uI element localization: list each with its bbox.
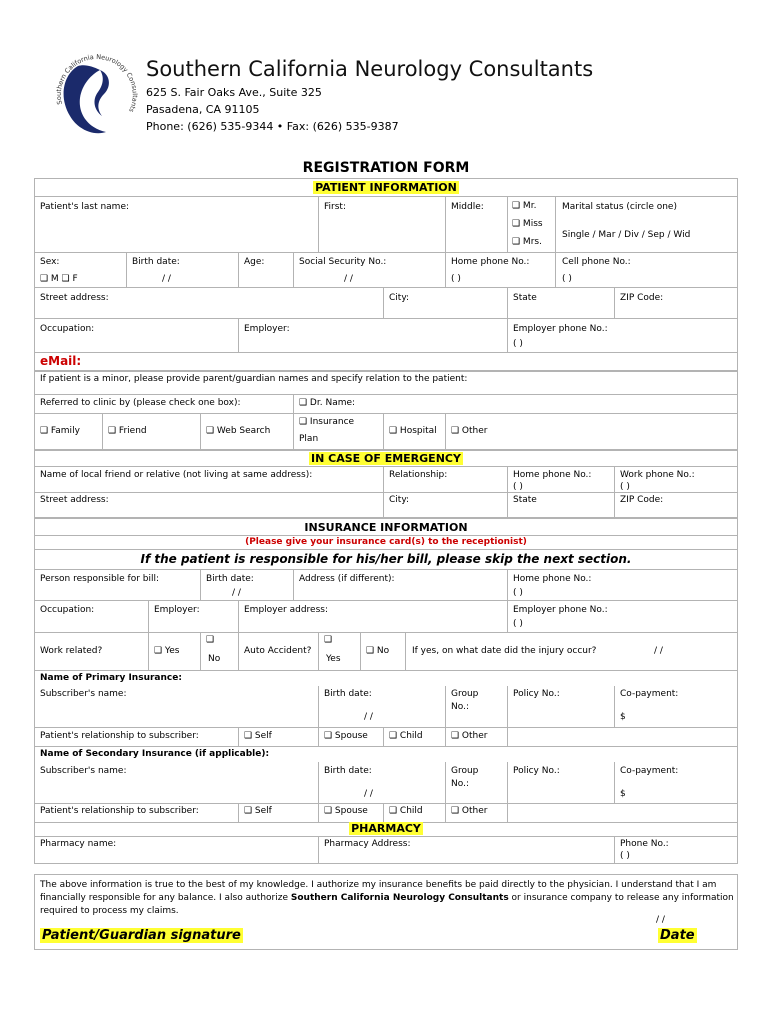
referral-friend-checkbox[interactable]: ❑ Friend	[108, 426, 147, 436]
referral-web-checkbox[interactable]: ❑ Web Search	[206, 426, 271, 436]
referral-dr-checkbox[interactable]: ❑ Dr. Name:	[299, 398, 356, 408]
referral-family-checkbox[interactable]: ❑ Family	[40, 426, 80, 436]
responsible-employer-phone-field[interactable]: Employer phone No.:	[513, 605, 608, 615]
emergency-state-field[interactable]: State	[513, 495, 537, 505]
auto-accident-yes-label: Yes	[326, 654, 341, 664]
referral-insurance-checkbox[interactable]: ❑ Insurance	[299, 417, 355, 427]
secondary-subscriber-field[interactable]: Subscriber's name:	[40, 766, 127, 776]
signature-date-field[interactable]	[658, 928, 697, 944]
referral-other-checkbox[interactable]: ❑ Other	[451, 426, 488, 436]
emergency-work-phone-field[interactable]: Work phone No.:	[620, 470, 695, 480]
responsible-person-field[interactable]: Person responsible for bill:	[40, 574, 160, 584]
signature-date-label: Date	[660, 928, 695, 943]
pharmacy-name-field[interactable]: Pharmacy name:	[40, 839, 117, 849]
city-field[interactable]: City:	[389, 293, 410, 303]
primary-other-checkbox[interactable]: ❑ Other	[451, 731, 488, 741]
consent-text-2c: or insurance company to release any information	[508, 893, 734, 903]
secondary-birth-date-field[interactable]: Birth date:	[324, 766, 372, 776]
pharmacy-phone-field[interactable]: Phone No.:	[620, 839, 669, 849]
zip-field[interactable]: ZIP Code:	[620, 293, 664, 303]
marital-status-label: Marital status (circle one)	[562, 202, 677, 212]
last-name-field[interactable]: Patient's last name:	[40, 202, 130, 212]
referred-label: Referred to clinic by (please check one box):	[40, 398, 241, 408]
employer-address-field[interactable]: Employer address:	[244, 605, 328, 615]
ssn-field[interactable]: Social Security No.:	[299, 257, 387, 267]
responsible-employer-field[interactable]: Employer:	[154, 605, 200, 615]
patient-info-heading	[34, 181, 738, 194]
secondary-copay-dollar: $	[620, 789, 626, 799]
emergency-work-phone-paren: ( )	[620, 482, 630, 492]
secondary-relationship-label: Patient's relationship to subscriber:	[40, 806, 199, 816]
sex-label: Sex:	[40, 257, 60, 267]
pharmacy-heading	[34, 823, 738, 835]
emergency-label: IN CASE OF EMERGENCY	[311, 452, 461, 465]
primary-birth-date-field[interactable]: Birth date:	[324, 689, 372, 699]
state-field[interactable]: State	[513, 293, 537, 303]
org-name: Southern California Neurology Consultants	[146, 57, 594, 81]
title-mrs-checkbox[interactable]: ❑ Mrs.	[512, 237, 542, 247]
injury-date-field[interactable]: If yes, on what date did the injury occur?	[412, 646, 597, 656]
referral-hospital-checkbox[interactable]: ❑ Hospital	[389, 426, 437, 436]
responsible-address-field[interactable]: Address (if different):	[299, 574, 395, 584]
primary-insurance-label[interactable]: Name of Primary Insurance:	[40, 673, 182, 683]
emergency-zip-field[interactable]: ZIP Code:	[620, 495, 664, 505]
primary-policy-field[interactable]: Policy No.:	[513, 689, 560, 699]
signature-field[interactable]	[40, 928, 243, 944]
emergency-heading	[34, 452, 738, 465]
signature-date-slashes: / /	[656, 915, 665, 925]
svg-text:Southern California Neurology: Southern California Neurology Consultants	[54, 52, 139, 114]
primary-subscriber-field[interactable]: Subscriber's name:	[40, 689, 127, 699]
employer-phone-paren: ( )	[513, 339, 523, 349]
primary-spouse-checkbox[interactable]: ❑ Spouse	[324, 731, 368, 741]
responsible-birth-date-slashes: / /	[232, 588, 241, 598]
work-related-no-label: No	[208, 654, 221, 664]
home-phone-field[interactable]: Home phone No.:	[451, 257, 530, 267]
signature-label: Patient/Guardian signature	[42, 928, 241, 943]
work-related-no-checkbox[interactable]: ❑	[206, 635, 215, 645]
cell-phone-paren: ( )	[562, 274, 572, 284]
work-related-yes-checkbox[interactable]: ❑ Yes	[154, 646, 180, 656]
pharmacy-phone-paren: ( )	[620, 851, 630, 861]
secondary-copay-field[interactable]: Co-payment:	[620, 766, 679, 776]
primary-group-field[interactable]: Group	[451, 689, 479, 699]
birth-date-field[interactable]: Birth date:	[132, 257, 180, 267]
consent-org-name: Southern California Neurology Consultants	[290, 893, 509, 903]
org-phone: Phone: (626) 535-9344 • Fax: (626) 535-9387	[146, 120, 399, 133]
auto-accident-no-checkbox[interactable]: ❑ No	[366, 646, 390, 656]
secondary-group-field[interactable]: Group	[451, 766, 479, 776]
consent-text-2a: financially responsible for any balance. I also authorize	[40, 893, 291, 903]
secondary-spouse-checkbox[interactable]: ❑ Spouse	[324, 806, 368, 816]
primary-group-no: No.:	[451, 702, 469, 712]
pharmacy-address-field[interactable]: Pharmacy Address:	[324, 839, 411, 849]
consent-text-2	[40, 893, 734, 904]
secondary-group-no: No.:	[451, 779, 469, 789]
primary-birth-date-slashes: / /	[364, 712, 373, 722]
street-address-field[interactable]: Street address:	[40, 293, 109, 303]
injury-date-slashes: / /	[654, 646, 663, 656]
org-address-1: 625 S. Fair Oaks Ave., Suite 325	[146, 86, 322, 99]
responsible-employer-phone-paren: ( )	[513, 619, 523, 629]
logo	[48, 44, 140, 138]
age-field[interactable]: Age:	[244, 257, 265, 267]
responsible-occupation-field[interactable]: Occupation:	[40, 605, 95, 615]
primary-copay-field[interactable]: Co-payment:	[620, 689, 679, 699]
org-address-2: Pasadena, CA 91105	[146, 103, 260, 116]
primary-copay-dollar: $	[620, 712, 626, 722]
employer-field[interactable]: Employer:	[244, 324, 290, 334]
responsible-birth-date-field[interactable]: Birth date:	[206, 574, 254, 584]
secondary-child-checkbox[interactable]: ❑ Child	[389, 806, 423, 816]
primary-child-checkbox[interactable]: ❑ Child	[389, 731, 423, 741]
employer-phone-field[interactable]: Employer phone No.:	[513, 324, 608, 334]
primary-relationship-label: Patient's relationship to subscriber:	[40, 731, 199, 741]
ssn-slashes: / /	[344, 274, 353, 284]
patient-info-label: PATIENT INFORMATION	[315, 181, 457, 194]
secondary-other-checkbox[interactable]: ❑ Other	[451, 806, 488, 816]
middle-name-field[interactable]: Middle:	[451, 202, 484, 212]
consent-text-1: The above information is true to the best of my knowledge. I authorize my insurance benefits be paid directly to the physician. I understand that I am	[40, 880, 717, 890]
emergency-relationship-field[interactable]: Relationship:	[389, 470, 448, 480]
birth-date-slashes: / /	[162, 274, 171, 284]
secondary-self-checkbox[interactable]: ❑ Self	[244, 806, 272, 816]
referral-insurance-plan: Plan	[299, 434, 319, 444]
occupation-field[interactable]: Occupation:	[40, 324, 95, 334]
minor-guardian-field[interactable]: If patient is a minor, please provide parent/guardian names and specify relation to the patient:	[40, 374, 468, 384]
responsible-home-phone-paren: ( )	[513, 588, 523, 598]
home-phone-paren: ( )	[451, 274, 461, 284]
secondary-policy-field[interactable]: Policy No.:	[513, 766, 560, 776]
consent-text-3: required to process my claims.	[40, 906, 179, 916]
secondary-insurance-label[interactable]: Name of Secondary Insurance (if applicable):	[40, 749, 270, 759]
marital-status-options[interactable]: Single / Mar / Div / Sep / Wid	[562, 230, 691, 240]
email-field[interactable]: eMail:	[40, 354, 82, 368]
emergency-street-field[interactable]: Street address:	[40, 495, 109, 505]
form-title: REGISTRATION FORM	[302, 160, 470, 176]
work-related-label: Work related?	[40, 646, 103, 656]
auto-accident-yes-checkbox[interactable]: ❑	[324, 635, 333, 645]
responsible-home-phone-field[interactable]: Home phone No.:	[513, 574, 592, 584]
sex-checkboxes[interactable]: ❑ M ❑ F	[40, 274, 78, 284]
pharmacy-label: PHARMACY	[351, 822, 421, 835]
secondary-birth-date-slashes: / /	[364, 789, 373, 799]
emergency-home-phone-field[interactable]: Home phone No.:	[513, 470, 592, 480]
emergency-name-field[interactable]: Name of local friend or relative (not living at same address):	[40, 470, 313, 480]
emergency-city-field[interactable]: City:	[389, 495, 410, 505]
title-miss-checkbox[interactable]: ❑ Miss	[512, 219, 543, 229]
first-name-field[interactable]: First:	[324, 202, 346, 212]
auto-accident-label: Auto Accident?	[244, 646, 312, 656]
insurance-heading: INSURANCE INFORMATION	[304, 521, 468, 534]
insurance-note: (Please give your insurance card(s) to the receptionist)	[245, 537, 527, 547]
emergency-home-phone-paren: ( )	[513, 482, 523, 492]
cell-phone-field[interactable]: Cell phone No.:	[562, 257, 631, 267]
primary-self-checkbox[interactable]: ❑ Self	[244, 731, 272, 741]
title-mr-checkbox[interactable]: ❑ Mr.	[512, 201, 537, 211]
skip-instruction: If the patient is responsible for his/her bill, please skip the next section.	[140, 552, 632, 566]
